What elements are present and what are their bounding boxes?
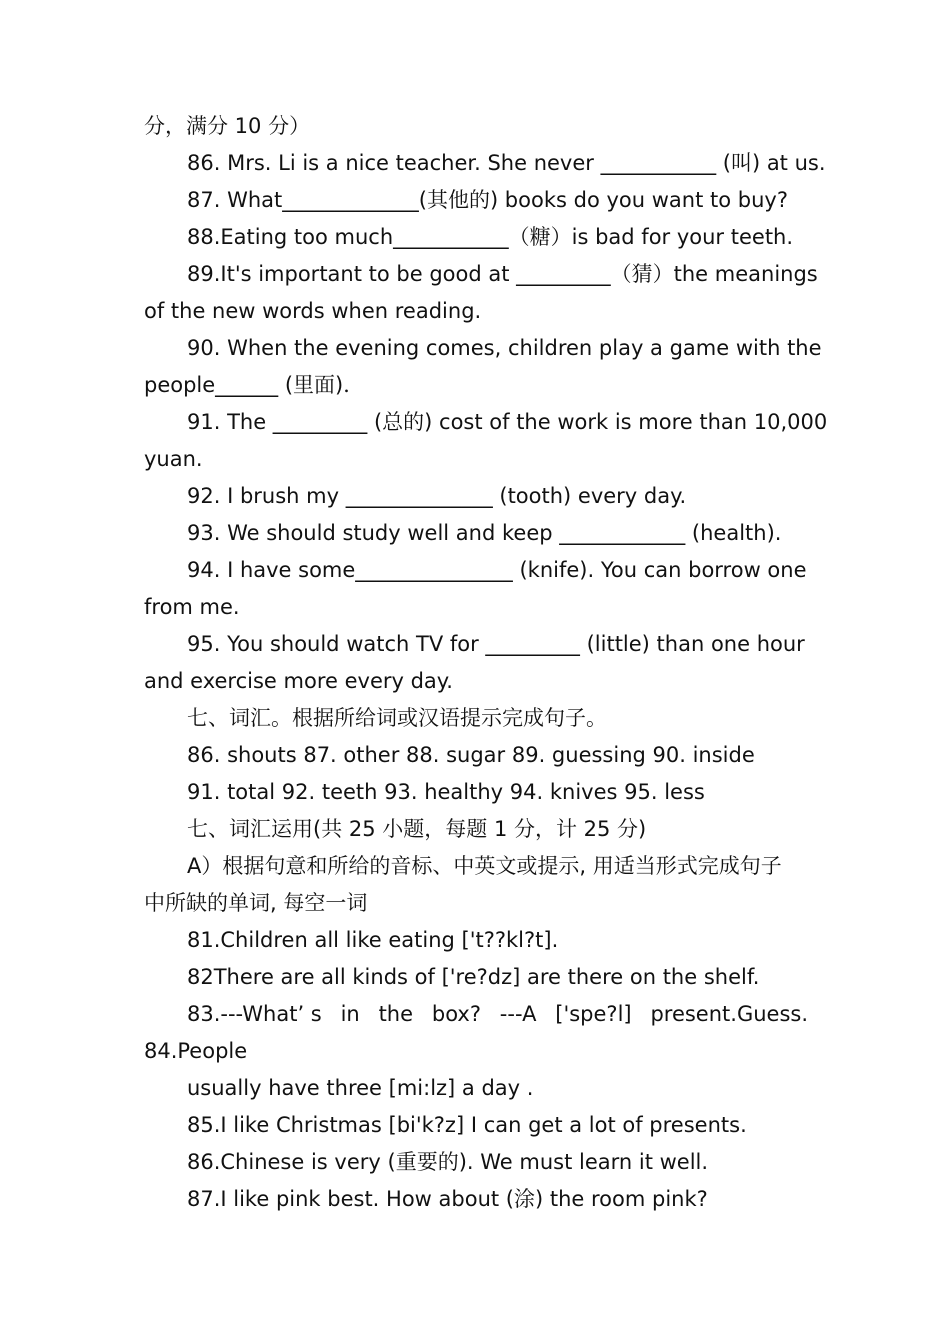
- question-91-continued: yuan.: [144, 447, 203, 471]
- question-82: 82There are all kinds of ['re?dz] are there on the shelf.: [187, 965, 760, 989]
- question-90-continued: people______ (里面)．: [144, 373, 365, 397]
- question-94-continued: from me.: [144, 595, 240, 619]
- question-85: 85.I like Christmas [bi'k?z] I can get a lot of presents.: [187, 1113, 747, 1137]
- document-page: [144, 108, 828, 1218]
- question-95-continued: and exercise more every day.: [144, 669, 453, 693]
- instructions-continued: 中所缺的单词, 每空一词: [144, 891, 368, 915]
- text-line: 分，满分 10 分）: [144, 114, 311, 138]
- question-86b: 86.Chinese is very (重要的). We must learn it well.: [187, 1150, 709, 1174]
- question-83-word: the: [378, 1002, 414, 1026]
- question-93-fill-blank: 93. We should study well and keep ____________ (health).: [187, 521, 782, 545]
- question-83-word: ['spe?l]: [555, 1002, 632, 1026]
- question-83-word: in: [340, 1002, 360, 1026]
- question-86-fill-blank: 86. Mrs. Li is a nice teacher. She never ___________ (叫) at us.: [187, 151, 826, 175]
- question-84-continued: usually have three [mi:lz] a day .: [187, 1076, 534, 1100]
- question-84: 84.People: [144, 1039, 248, 1063]
- question-83: [144, 996, 808, 1033]
- question-83-word: ---A: [499, 1002, 537, 1026]
- question-91-fill-blank: 91. The _________ (总的) cost of the work is more than 10,000: [187, 410, 828, 434]
- question-95-fill-blank: 95. You should watch TV for _________ (little) than one hour: [187, 632, 805, 656]
- section-heading-vocabulary-use: 七、词汇运用(共 25 小题，每题 1 分，计 25 分): [187, 817, 647, 841]
- question-94-fill-blank: 94. I have some_______________ (knife). You can borrow one: [187, 558, 807, 582]
- answer-key-line: 91. total 92. teeth 93. healthy 94. knives 95. less: [187, 780, 705, 804]
- question-89-fill-blank: 89.It's important to be good at _________（猜）the meanings: [187, 262, 818, 286]
- question-83-word: 83.---What’ s: [187, 1002, 322, 1026]
- answer-key-line: 86. shouts 87. other 88. sugar 89. guessing 90. inside: [187, 743, 755, 767]
- instructions-line: A）根据句意和所给的音标、中英文或提示, 用适当形式完成句子: [187, 854, 782, 878]
- question-81: 81.Children all like eating ['t??kl?t].: [187, 928, 559, 952]
- question-90-fill-blank: 90. When the evening comes, children play a game with the: [187, 336, 822, 360]
- question-92-fill-blank: 92. I brush my ______________ (tooth) every day.: [187, 484, 687, 508]
- question-87-fill-blank: 87. What_____________(其他的) books do you want to buy?: [187, 188, 788, 212]
- question-88-fill-blank: 88.Eating too much___________（糖）is bad for your teeth.: [187, 225, 794, 249]
- question-87b: 87.I like pink best. How about (涂) the room pink?: [187, 1187, 708, 1211]
- question-83-word: box?: [431, 1002, 481, 1026]
- section-heading-vocabulary: 七、词汇。根据所给词或汉语提示完成句子。: [187, 706, 607, 730]
- question-83-word: present.Guess.: [650, 1002, 808, 1026]
- question-89-continued: of the new words when reading.: [144, 299, 482, 323]
